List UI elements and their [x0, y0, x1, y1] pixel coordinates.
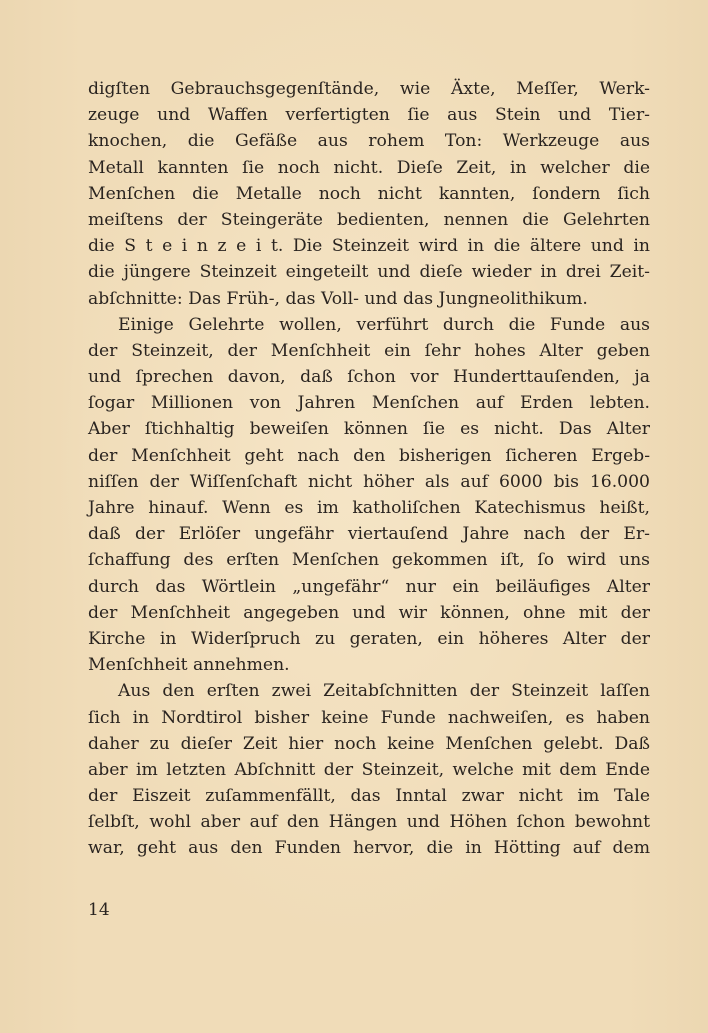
- text-line: ſelbſt, wohl aber auf den Hängen und Höhen ſchon bewohnt: [88, 812, 650, 833]
- text-line: daß der Erlöſer ungefähr viertauſend Jahre nach der Er-: [88, 524, 650, 545]
- paragraph-start-line: Aus den erſten zwei Zeitabſchnitten der Steinzeit laſſen: [118, 681, 650, 702]
- text-line: der Steinzeit, der Menſchheit ein ſehr hohes Alter geben: [88, 340, 650, 361]
- paragraph-start-line: Einige Gelehrte wollen, verführt durch die Funde aus: [118, 314, 650, 335]
- text-line: die jüngere Steinzeit eingeteilt und dieſe wieder in drei Zeit-: [88, 262, 650, 283]
- text-line: Menſchen die Metalle noch nicht kannten, ſondern ſich: [88, 183, 650, 204]
- text-line: Menſchheit annehmen.: [88, 655, 290, 676]
- text-line: und ſprechen davon, daß ſchon vor Hunderttauſenden, ja: [88, 367, 650, 388]
- text-line: durch das Wörtlein „ungefähr“ nur ein beiläufiges Alter: [88, 576, 650, 597]
- page-number: 14: [88, 900, 110, 920]
- text-line: Aber ſtichhaltig beweiſen können ſie es nicht. Das Alter: [88, 419, 650, 440]
- text-line: meiſtens der Steingeräte bedienten, nennen die Gelehrten: [88, 209, 650, 230]
- text-line: Metall kannten ſie noch nicht. Dieſe Zeit, in welcher die: [88, 157, 650, 178]
- text-line: digſten Gebrauchsgegenſtände, wie Äxte, Meſſer, Werk-: [88, 79, 650, 99]
- text-line: der Eiszeit zuſammenfällt, das Inntal zwar nicht im Tale: [88, 786, 650, 807]
- text-line: Jahre hinauf. Wenn es im katholiſchen Katechismus heißt,: [88, 498, 650, 518]
- text-line: der Menſchheit geht nach den bisherigen ſicheren Ergeb-: [88, 445, 650, 466]
- text-line: daher zu dieſer Zeit hier noch keine Menſchen gelebt. Daß: [88, 733, 650, 754]
- text-line: Kirche in Widerſpruch zu geraten, ein höheres Alter der: [88, 628, 650, 649]
- text-line: ſich in Nordtirol bisher keine Funde nachweiſen, es haben: [88, 707, 650, 728]
- text-line: abſchnitte: Das Früh-, das Voll- und das Jungneolithikum.: [88, 288, 588, 309]
- text-line: knochen, die Gefäße aus rohem Ton: Werkzeuge aus: [88, 131, 650, 152]
- body-text: [88, 76, 650, 862]
- text-line: zeuge und Waffen verfertigten ſie aus Stein und Tier-: [88, 105, 650, 126]
- text-line: ſogar Millionen von Jahren Menſchen auf Erden lebten.: [88, 393, 650, 414]
- text-line: war, geht aus den Funden hervor, die in Hötting auf dem: [88, 838, 650, 859]
- text-line: niſſen der Wiſſenſchaft nicht höher als auf 6000 bis 16.000: [88, 471, 650, 492]
- text-line: die S t e i n z e i t. Die Steinzeit wird in die ältere und in: [88, 236, 650, 257]
- text-line: ſchaffung des erſten Menſchen gekommen iſt, ſo wird uns: [88, 550, 650, 571]
- text-line: aber im letzten Abſchnitt der Steinzeit, welche mit dem Ende: [88, 759, 650, 780]
- text-line: der Menſchheit angegeben und wir können, ohne mit der: [88, 602, 650, 623]
